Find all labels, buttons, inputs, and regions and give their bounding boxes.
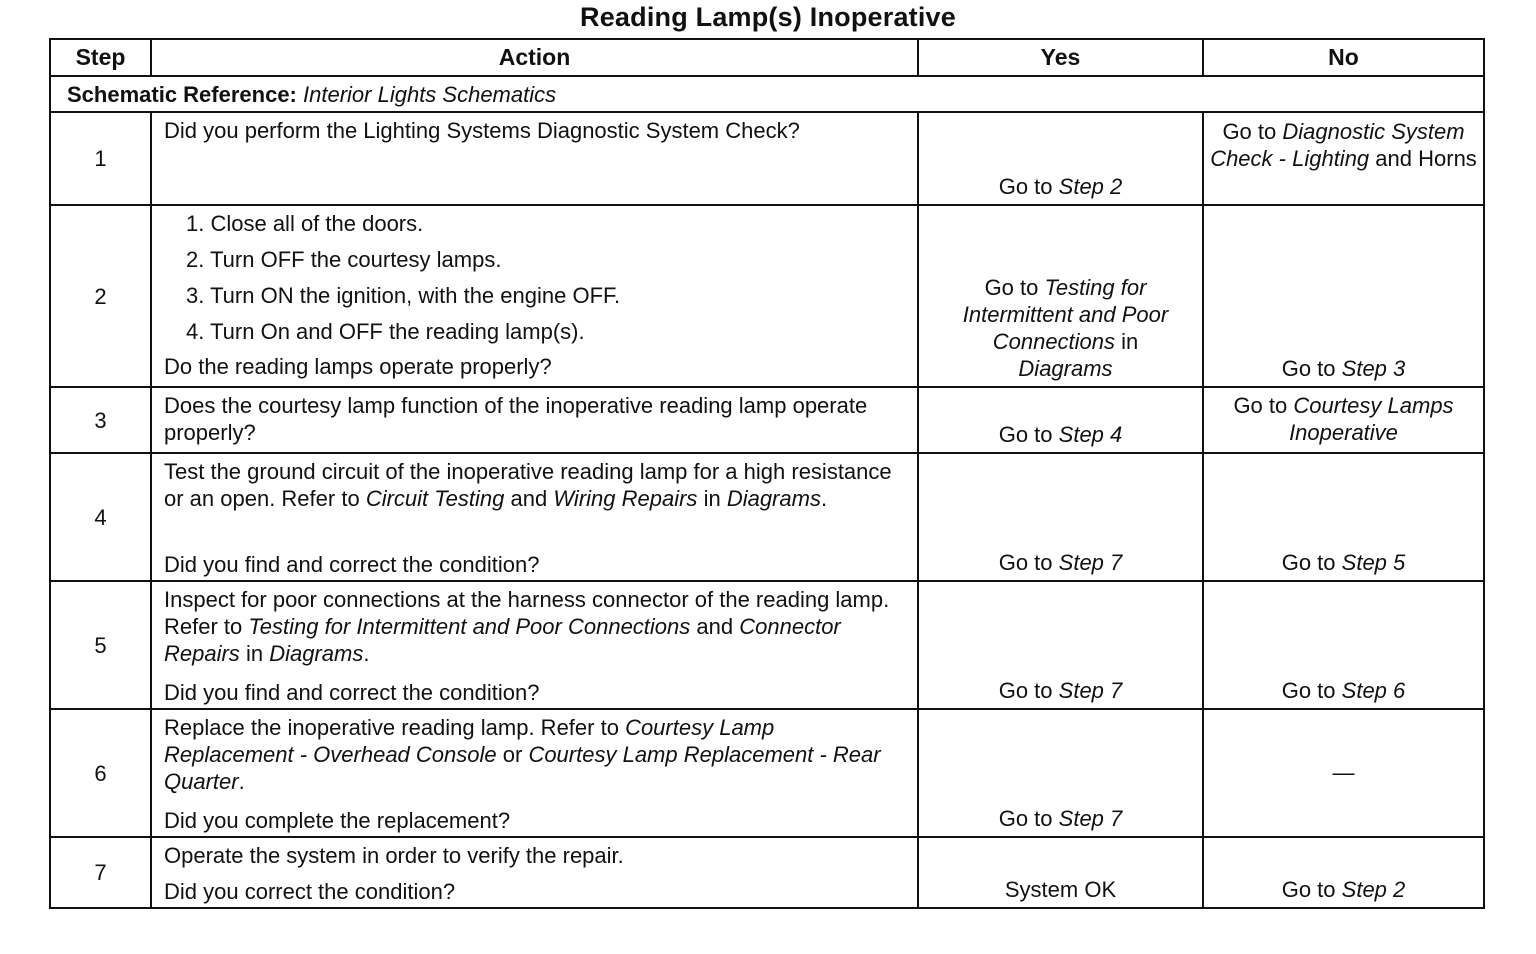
action-cell (151, 453, 918, 581)
step-number: 1 (50, 112, 151, 205)
instruction-text (164, 714, 907, 795)
yes-cell (918, 709, 1203, 837)
instruction-text: Operate the system in order to verify the repair. (164, 843, 624, 868)
action-cell (151, 837, 918, 908)
schematic-reference (50, 76, 1484, 112)
instruction-text (164, 458, 907, 512)
table-row (50, 581, 1484, 709)
yes-cell (918, 205, 1203, 387)
header-row (50, 39, 1484, 76)
yes-prefix: Go to (998, 174, 1053, 199)
no-link[interactable]: Step 2 (1341, 877, 1406, 902)
no-prefix: Go to (1281, 356, 1336, 381)
reference-link[interactable]: Courtesy Lamp Replacement - Rear Quarter (164, 742, 881, 794)
question-text: Do the reading lamps operate properly? (164, 354, 552, 379)
no-link[interactable]: Diagnostic System Check - Lighting (1210, 119, 1465, 171)
no-link[interactable]: Step 3 (1341, 356, 1406, 381)
list-item: 2. Turn OFF the courtesy lamps. (186, 247, 502, 272)
question-text: Did you perform the Lighting Systems Diagnostic System Check? (164, 118, 800, 143)
yes-link[interactable]: Step 7 (1058, 550, 1123, 575)
schematic-label: Schematic Reference: (67, 81, 297, 107)
no-cell (1203, 112, 1484, 205)
punctuation: . (820, 486, 828, 511)
yes-prefix: Go to (998, 422, 1053, 447)
question-text: Did you find and correct the condition? (164, 552, 540, 577)
table-row (50, 837, 1484, 908)
yes-link[interactable]: Step 7 (1058, 678, 1123, 703)
table-row (50, 205, 1484, 387)
yes-prefix: Go to (998, 806, 1053, 831)
step-number: 2 (50, 205, 151, 387)
no-prefix: Go to (1281, 877, 1336, 902)
table-row (50, 387, 1484, 453)
yes-link[interactable]: Step 7 (1058, 806, 1123, 831)
question-text: Did you correct the condition? (164, 879, 456, 904)
yes-link[interactable]: Testing for Intermittent and Poor Connections (962, 275, 1169, 354)
step-number: 3 (50, 387, 151, 453)
no-prefix: Go to (1281, 678, 1336, 703)
yes-link-2[interactable]: Diagrams (1018, 356, 1113, 381)
conjunction: and (510, 486, 548, 511)
yes-middle: in (1121, 329, 1139, 354)
list-item: 4. Turn On and OFF the reading lamp(s). (186, 319, 585, 344)
no-link[interactable]: Step 6 (1341, 678, 1406, 703)
no-suffix: and Horns (1375, 146, 1477, 171)
conjunction: and (696, 614, 734, 639)
action-cell (151, 387, 918, 453)
yes-cell (918, 453, 1203, 581)
yes-cell (918, 387, 1203, 453)
table-row (50, 453, 1484, 581)
yes-prefix: Go to (998, 678, 1053, 703)
no-prefix: Go to (1233, 393, 1288, 418)
no-cell (1203, 453, 1484, 581)
instruction-prefix: Replace the inoperative reading lamp. Refer to (164, 715, 619, 740)
question-text: Does the courtesy lamp function of the inoperative reading lamp operate properly? (164, 393, 868, 445)
instruction-text (164, 586, 907, 667)
punctuation: . (238, 769, 245, 794)
no-link[interactable]: Courtesy Lamps Inoperative (1289, 393, 1454, 445)
schematic-reference-row (50, 76, 1484, 112)
list-item: 3. Turn ON the ignition, with the engine OFF. (186, 283, 621, 308)
no-link[interactable]: Step 5 (1341, 550, 1406, 575)
conjunction: or (502, 742, 523, 767)
diagnostic-table (49, 38, 1485, 909)
no-dash: — (1332, 759, 1355, 785)
conjunction: in (245, 641, 264, 666)
reference-link[interactable]: Courtesy Lamp Replacement - Overhead Console (164, 715, 775, 767)
reference-link[interactable]: Testing for Intermittent and Poor Connections (248, 614, 691, 639)
header-action: Action (151, 39, 918, 76)
reference-link[interactable]: Circuit Testing (365, 486, 505, 511)
question-text: Did you complete the replacement? (164, 808, 511, 833)
no-cell (1203, 205, 1484, 387)
question-text: Did you find and correct the condition? (164, 680, 540, 705)
table-row (50, 112, 1484, 205)
action-cell (151, 112, 918, 205)
instruction-list (164, 206, 907, 350)
schematic-link[interactable]: Interior Lights Schematics (303, 81, 557, 107)
header-yes: Yes (918, 39, 1203, 76)
reference-link[interactable]: Diagrams (269, 641, 364, 666)
step-number: 7 (50, 837, 151, 908)
step-number: 6 (50, 709, 151, 837)
table-row (50, 709, 1484, 837)
reference-link[interactable]: Diagrams (726, 486, 821, 511)
page-title: Reading Lamp(s) Inoperative (580, 2, 956, 32)
action-cell (151, 709, 918, 837)
no-prefix: Go to (1281, 550, 1336, 575)
yes-prefix: Go to (984, 275, 1039, 300)
yes-cell (918, 837, 1203, 908)
no-cell (1203, 709, 1484, 837)
no-cell (1203, 581, 1484, 709)
no-cell (1203, 387, 1484, 453)
reference-link[interactable]: Wiring Repairs (553, 486, 698, 511)
step-number: 4 (50, 453, 151, 581)
no-prefix: Go to (1222, 119, 1277, 144)
yes-prefix: Go to (998, 550, 1053, 575)
yes-cell (918, 112, 1203, 205)
yes-cell (918, 581, 1203, 709)
step-number: 5 (50, 581, 151, 709)
header-step: Step (50, 39, 151, 76)
header-no: No (1203, 39, 1484, 76)
action-cell (151, 581, 918, 709)
instruction-prefix: Inspect for poor connections at the harness connector of the reading lamp. Refer to (164, 587, 890, 639)
yes-result: System OK (1004, 877, 1117, 902)
reference-link[interactable]: Connector Repairs (164, 614, 841, 666)
instruction-prefix: Test the ground circuit of the inoperative reading lamp for a high resistance or an open. Refer to (164, 459, 892, 511)
punctuation: . (363, 641, 370, 666)
conjunction: in (703, 486, 721, 511)
yes-link[interactable]: Step 4 (1058, 422, 1123, 447)
list-item: 1. Close all of the doors. (186, 211, 424, 236)
action-cell (151, 205, 918, 387)
no-cell (1203, 837, 1484, 908)
yes-link[interactable]: Step 2 (1058, 174, 1123, 199)
